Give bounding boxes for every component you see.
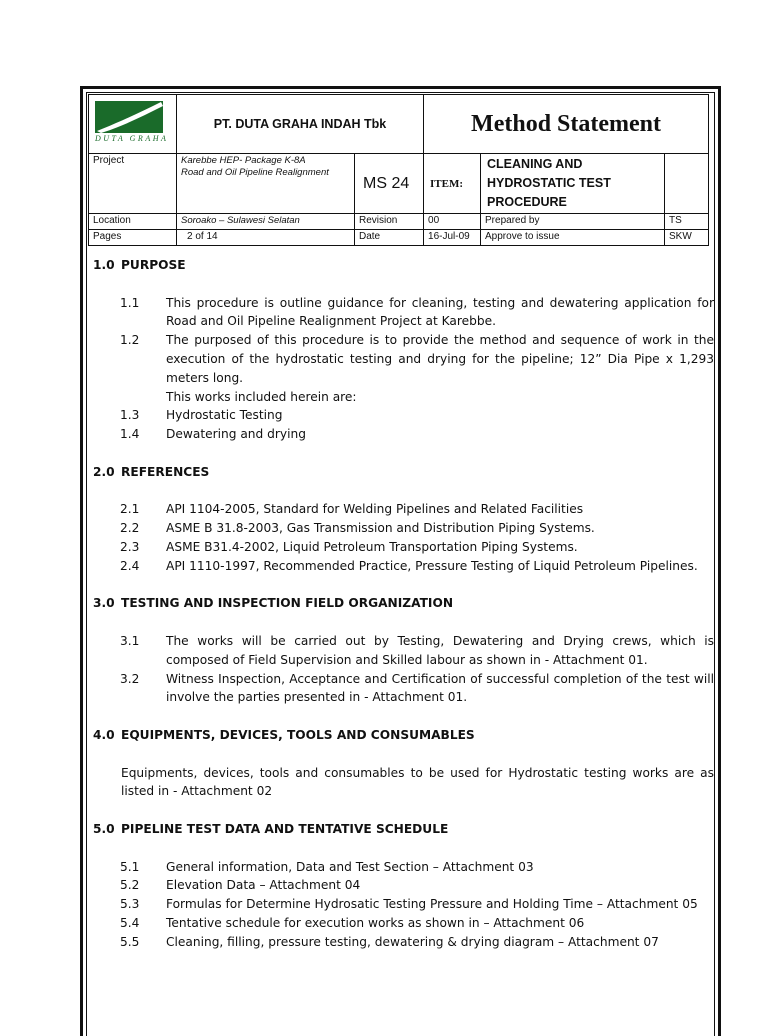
- section-title: REFERENCES: [121, 464, 210, 479]
- item-text: The purposed of this procedure is to provide the method and sequence of work in the execution of the hydrostatic testing and drying for the pipeline; 12” Dia Pipe x 1,293 meters long.: [166, 333, 714, 385]
- item-text: Formulas for Determine Hydrosatic Testing Pressure and Holding Time – Attachment 05: [166, 897, 698, 912]
- project-label: Project: [89, 154, 177, 214]
- project-line-2: Road and Oil Pipeline Realignment: [181, 167, 329, 178]
- date-label: Date: [355, 230, 424, 246]
- item-number: 1.2: [120, 333, 140, 348]
- date-value: 16-Jul-09: [424, 230, 481, 246]
- section-heading: [93, 820, 714, 839]
- item-number: 1.3: [120, 408, 140, 423]
- section-title: PIPELINE TEST DATA AND TENTATIVE SCHEDULE: [121, 821, 449, 836]
- section-heading: [93, 463, 714, 482]
- document-number: MS 24: [355, 154, 424, 214]
- approve-label: Approve to issue: [481, 230, 665, 246]
- list-item: [93, 538, 714, 557]
- item-number: 5.4: [120, 915, 140, 930]
- item-label: ITEM:: [424, 154, 481, 214]
- item-text: Dewatering and drying: [166, 427, 306, 442]
- item-number: 2.2: [120, 521, 140, 536]
- section-title: TESTING AND INSPECTION FIELD ORGANIZATION: [121, 596, 454, 611]
- section-number: 1.0: [93, 258, 115, 272]
- item-number: 2.4: [120, 558, 140, 573]
- item-text: ASME B31.4-2002, Liquid Petroleum Transportation Piping Systems.: [166, 539, 578, 554]
- item-number: 1.1: [120, 295, 140, 310]
- list-note: This works included herein are:: [166, 389, 357, 404]
- item-blank-cell: [665, 154, 709, 214]
- section-number: 5.0: [93, 821, 115, 836]
- section-number: 4.0: [93, 727, 115, 742]
- prepared-by-value: TS: [665, 214, 709, 230]
- item-number: 3.1: [120, 633, 140, 648]
- item-text: API 1104-2005, Standard for Welding Pipelines and Related Facilities: [166, 502, 584, 517]
- list-item: [93, 557, 714, 576]
- list-item: [93, 425, 714, 444]
- section-title: PURPOSE: [121, 258, 186, 272]
- list-item: [93, 406, 714, 425]
- logo-swoosh-icon: [93, 97, 165, 135]
- item-text: This procedure is outline guidance for cleaning, testing and dewatering application for Road and Oil Pipeline Realignment Project at Karebbe.: [166, 295, 714, 329]
- section-number: 3.0: [93, 596, 115, 611]
- section-heading: [93, 594, 714, 613]
- revision-value: 00: [424, 214, 481, 230]
- revision-label: Revision: [355, 214, 424, 230]
- prepared-by-label: Prepared by: [481, 214, 665, 230]
- item-text: General information, Data and Test Section – Attachment 03: [166, 859, 534, 874]
- approve-value: SKW: [665, 230, 709, 246]
- logo-cell: [89, 95, 177, 154]
- section-heading: [93, 256, 714, 275]
- item-text: Hydrostatic Testing: [166, 408, 283, 423]
- item-text: ASME B 31.8-2003, Gas Transmission and Distribution Piping Systems.: [166, 521, 595, 536]
- location-label: Location: [89, 214, 177, 230]
- section-number: 2.0: [93, 464, 115, 479]
- list-item: [93, 933, 714, 952]
- item-number: 1.4: [120, 427, 140, 442]
- section-paragraph: Equipments, devices, tools and consumables to be used for Hydrostatic testing works are as listed in - Attachment 02: [121, 765, 714, 799]
- item-text: Elevation Data – Attachment 04: [166, 878, 361, 893]
- item-number: 5.3: [120, 897, 140, 912]
- item-number: 5.5: [120, 934, 140, 949]
- list-item: [93, 876, 714, 895]
- document-body: [93, 256, 714, 951]
- list-item: [93, 632, 714, 670]
- list-item: [93, 294, 714, 332]
- item-text: Cleaning, filling, pressure testing, dewatering & drying diagram – Attachment 07: [166, 934, 659, 949]
- list-item: [93, 670, 714, 708]
- pages-label: Pages: [89, 230, 177, 246]
- item-number: 5.2: [120, 878, 140, 893]
- item-text: The works will be carried out by Testing, Dewatering and Drying crews, which is composed of Field Supervision and Skilled labour as shown in - Attachment 01.: [166, 633, 714, 667]
- list-item: [93, 500, 714, 519]
- list-item: [93, 858, 714, 877]
- company-logo: [93, 97, 169, 145]
- item-number: 2.1: [120, 502, 140, 517]
- logo-text: DUTA GRAHA: [95, 134, 169, 143]
- document-header-table: [88, 94, 709, 246]
- section-title: EQUIPMENTS, DEVICES, TOOLS AND CONSUMABLES: [121, 727, 475, 742]
- item-text: Witness Inspection, Acceptance and Certification of successful completion of the test will involve the parties presented in - Attachment 01.: [166, 671, 714, 705]
- list-item: [93, 914, 714, 933]
- list-item: [93, 895, 714, 914]
- pages-value: 2 of 14: [177, 230, 355, 246]
- section-heading: [93, 726, 714, 745]
- location-value: Soroako – Sulawesi Selatan: [177, 214, 355, 230]
- item-number: 2.3: [120, 539, 140, 554]
- project-value: [177, 154, 355, 214]
- company-name: PT. DUTA GRAHA INDAH Tbk: [177, 95, 424, 154]
- document-type-title: Method Statement: [424, 95, 709, 154]
- item-text: API 1110-1997, Recommended Practice, Pressure Testing of Liquid Petroleum Pipelines.: [166, 558, 698, 573]
- list-item: [93, 519, 714, 538]
- list-item: [93, 331, 714, 387]
- item-number: 3.2: [120, 671, 140, 686]
- item-value: CLEANING AND HYDROSTATIC TEST PROCEDURE: [481, 154, 665, 214]
- project-line-1: Karebbe HEP- Package K-8A: [181, 155, 306, 166]
- item-text: Tentative schedule for execution works as shown in – Attachment 06: [166, 915, 585, 930]
- item-number: 5.1: [120, 859, 140, 874]
